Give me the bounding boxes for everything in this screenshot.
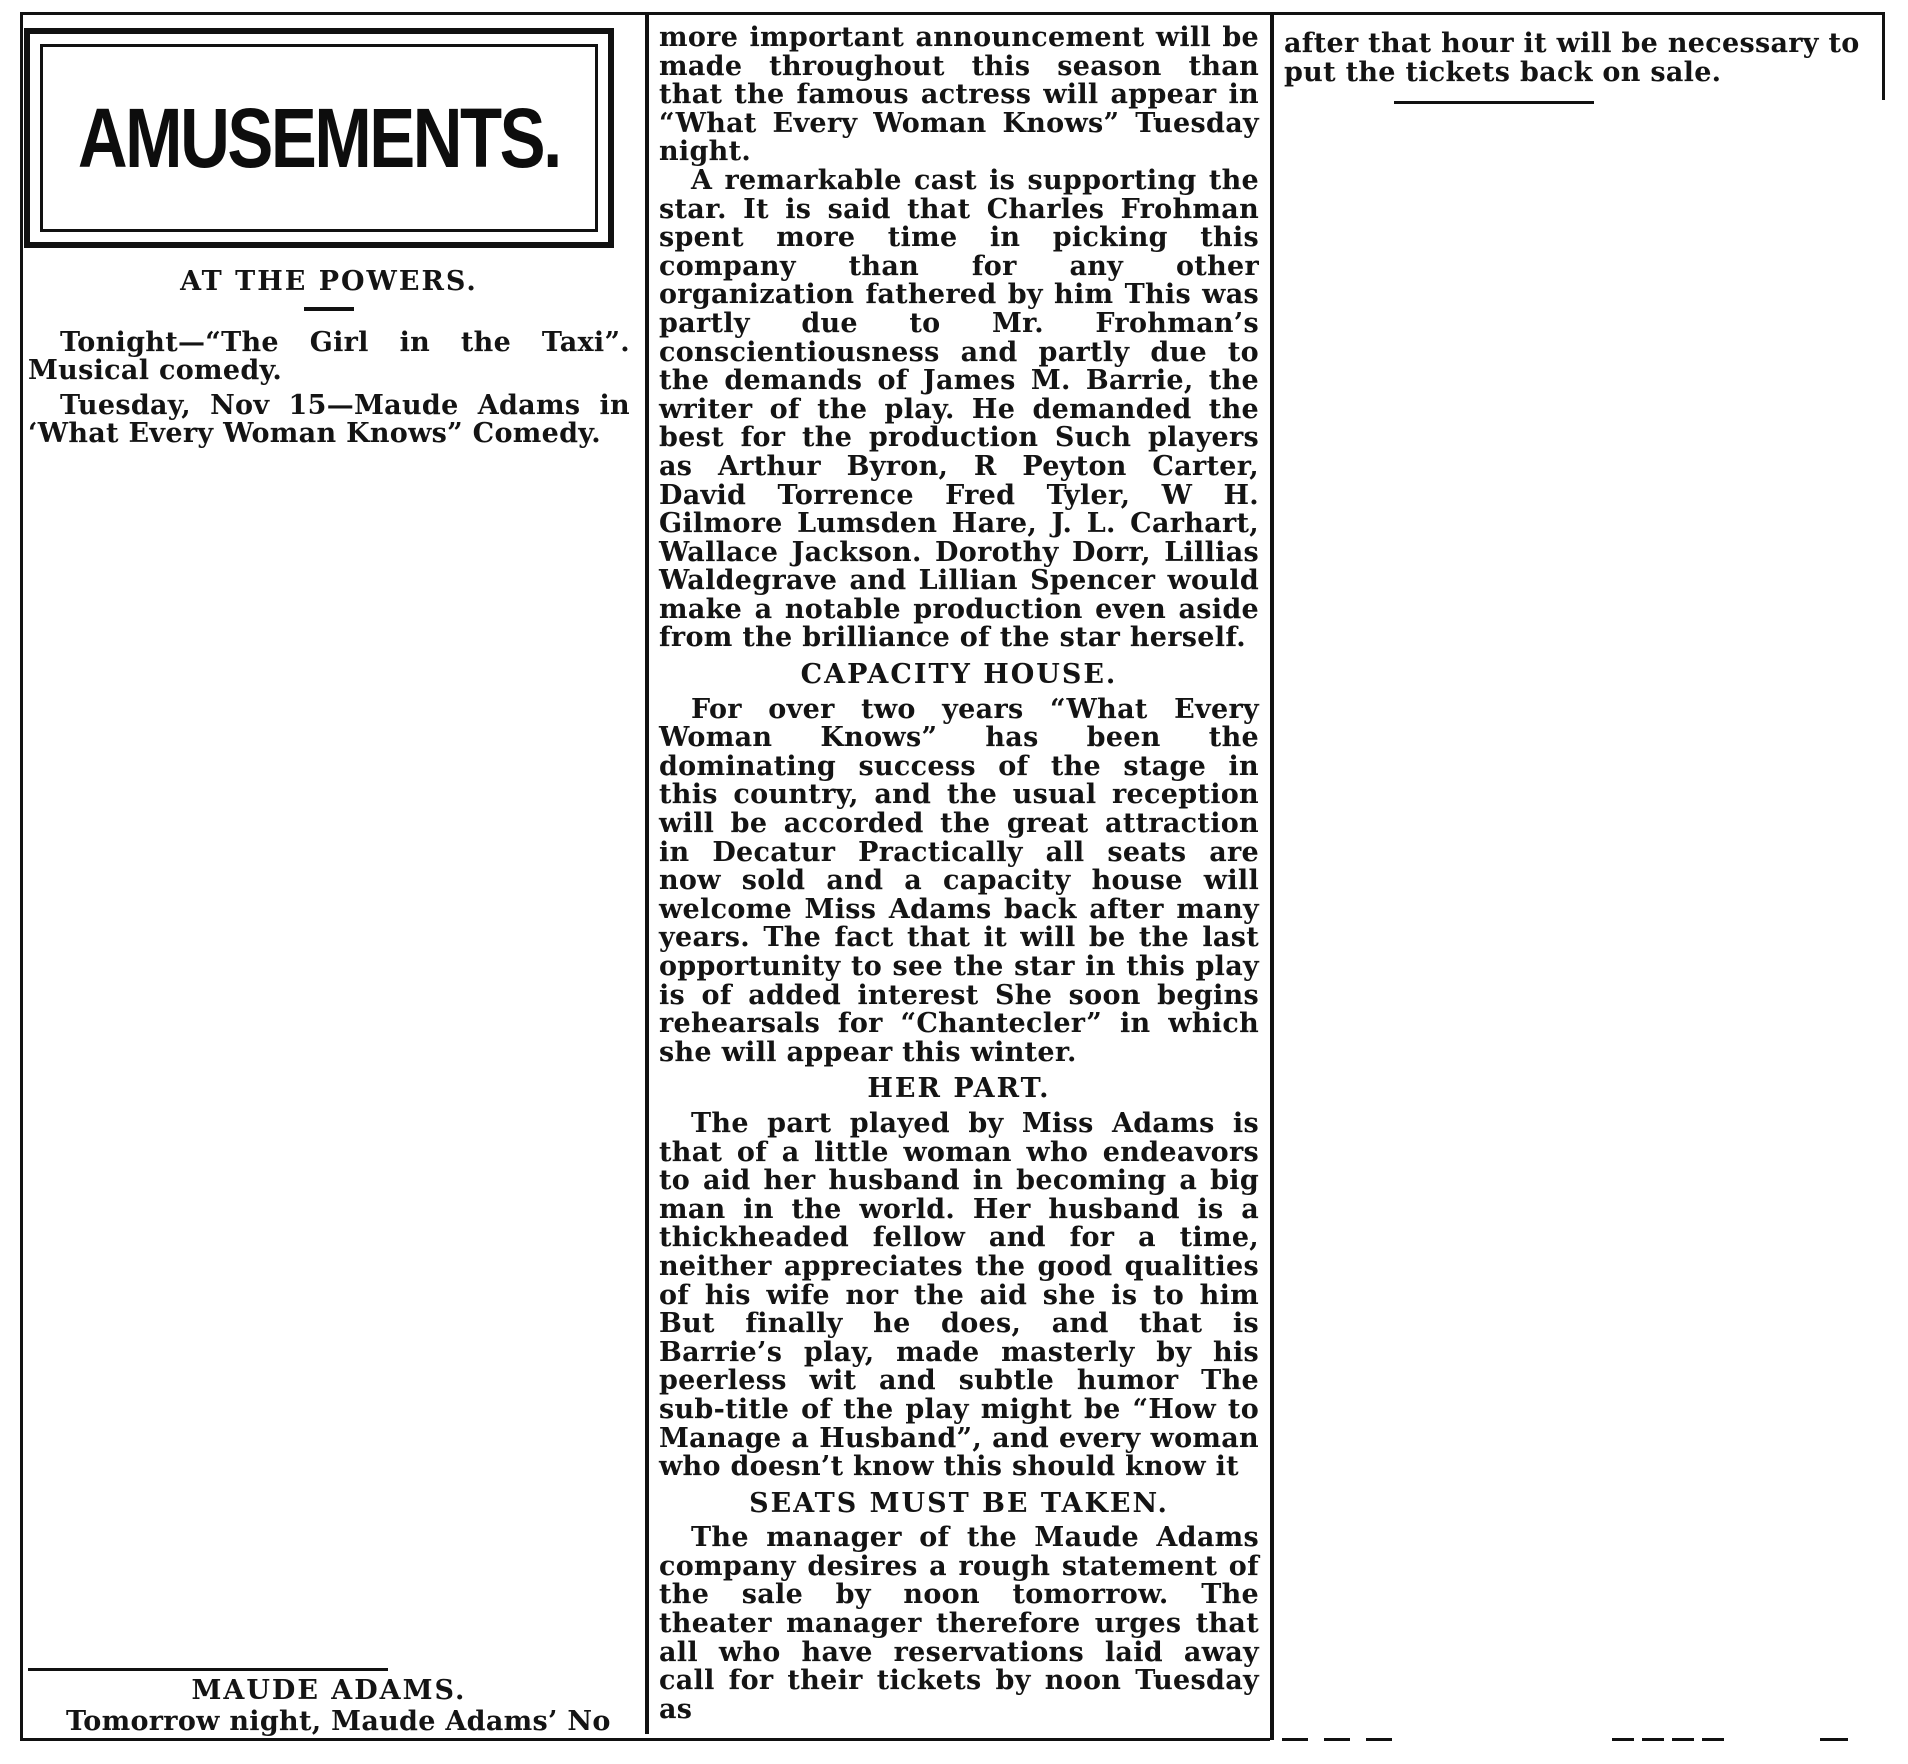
masthead-box <box>24 28 614 248</box>
col2-paragraph-1: more important announcement will be made throughout this season than that the famous actress will appear in “What Every Woman Knows” Tuesday night. <box>659 22 1259 168</box>
article-heading-maude-adams: MAUDE ADAMS. <box>191 1675 467 1706</box>
right-frame-rule <box>1882 12 1885 100</box>
col3-paragraph-1: after that hour it will be necessary to put the tickets back on sale. <box>1284 28 1860 88</box>
subheading-her-part: HER PART. <box>867 1073 1051 1105</box>
subheading-capacity-house: CAPACITY HOUSE. <box>800 659 1118 691</box>
masthead-title: AMUSEMENTS. <box>78 90 560 185</box>
top-rule <box>20 12 1882 15</box>
column-1 <box>28 262 630 449</box>
listing-tonight: Tonight—“The Girl in the Taxi”. Musical comedy. <box>28 326 630 387</box>
dash <box>1820 1738 1848 1741</box>
article-lead: Tomorrow night, Maude Adams’ No <box>66 1705 611 1737</box>
col2-paragraph-5: The manager of the Maude Adams company desires a rough statement of the sale by noon tomorrow. The theater manager therefore urges that all who have reservations laid away call for their tickets by noon Tuesday as <box>659 1522 1259 1725</box>
left-frame-rule <box>20 12 23 1738</box>
section-heading-at-the-powers: AT THE POWERS. <box>180 266 478 297</box>
bottom-rule <box>20 1738 1270 1741</box>
dash <box>1702 1738 1724 1741</box>
column-1-bottom <box>28 1668 630 1736</box>
dash <box>1612 1738 1634 1741</box>
masthead-inner-frame <box>40 44 598 232</box>
col2-paragraph-4: The part played by Miss Adams is that of a little woman who endeavors to aid her husband in becoming a big man in the world. Her husband is a thickheaded fellow and for a time, neither appreciates the good qualities of his wife nor the aid she is to him But finally he does, and that is Barrie’s play, made masterly by his peerless wit and subtle humor The sub-title of the play might be “How to Manage a Husband”, and every woman who doesn’t know this should know it <box>659 1107 1259 1483</box>
col3-end-rule <box>1394 101 1594 104</box>
column-rule-1 <box>645 12 649 1734</box>
col2-paragraph-2: A remarkable cast is supporting the star. It is said that Charles Frohman spent more time in picking this company than for any other organization fathered by him This was partly due to Mr. Frohman’s conscientiousness and partly due to the demands of James M. Barrie, the writer of the play. He demanded the best for the production Such players as Arthur Byron, R Peyton Carter, David Torrence Fred Tyler, W H. Gilmore Lumsden Hare, J. L. Carhart, Wallace Jackson. Dorothy Dorr, Lillias Waldegrave and Lillian Spencer would make a notable production even aside from the brilliance of the star herself. <box>659 164 1259 654</box>
column-rule-2 <box>1270 12 1274 1740</box>
subheading-seats-must-be-taken: SEATS MUST BE TAKEN. <box>749 1487 1169 1519</box>
dash <box>1672 1738 1694 1741</box>
dash <box>1642 1738 1664 1741</box>
column-2 <box>659 24 1259 1724</box>
dash <box>1324 1738 1350 1741</box>
separator-dashes <box>28 1668 388 1671</box>
heading-dash <box>304 307 354 311</box>
col2-paragraph-3: For over two years “What Every Woman Knows” has been the dominating success of the stage in this country, and the usual reception will be accorded the great attraction in Decatur Practically all seats are now sold and a capacity house will welcome Miss Adams back after many years. The fact that it will be the last opportunity to see the star in this play is of added interest She soon begins rehearsals for “Chantecler” in which she will appear this winter. <box>659 693 1259 1068</box>
dash <box>1282 1738 1308 1741</box>
dash <box>1366 1738 1392 1741</box>
column-3 <box>1284 30 1876 104</box>
listing-tuesday: Tuesday, Nov 15—Maude Adams in ‘What Every Woman Knows” Comedy. <box>28 389 630 450</box>
